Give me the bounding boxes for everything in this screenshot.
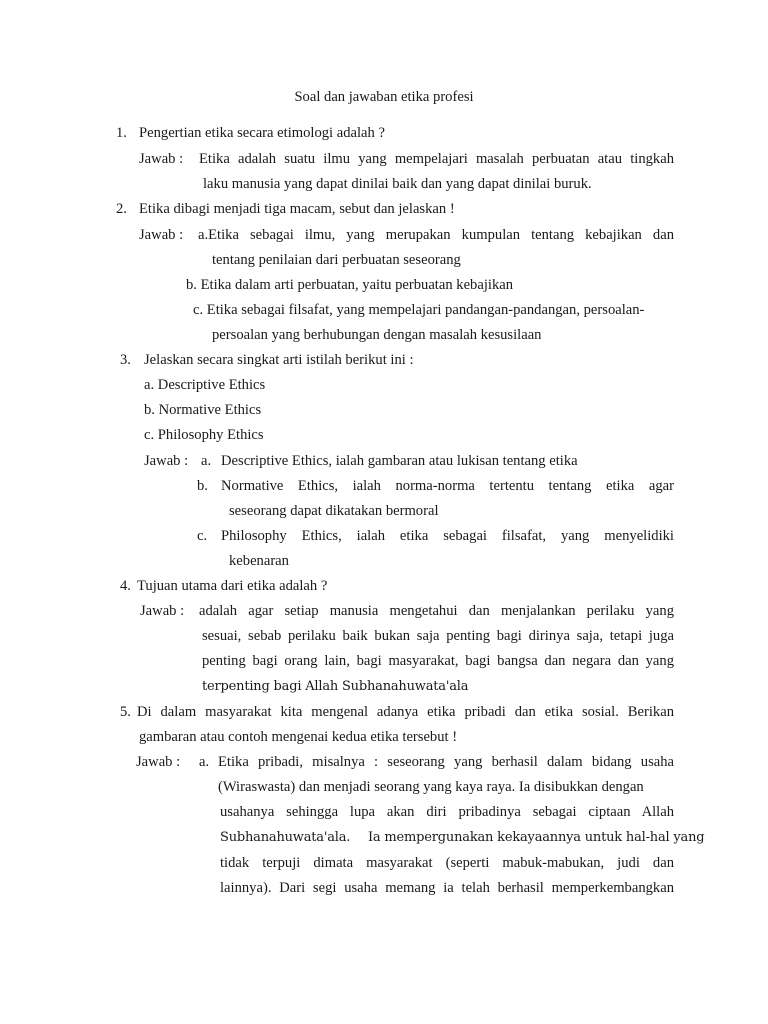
answer-label: Jawab : xyxy=(139,151,184,167)
answer-line: Descriptive Ethics, ialah gambaran atau lukisan tentang etika xyxy=(221,453,578,469)
question-number: 4. xyxy=(120,578,131,594)
answer-line: Etika adalah suatu ilmu yang mempelajari masalah perbuatan atau tingkah xyxy=(199,151,674,167)
answer-line: Etika pribadi, misalnya : seseorang yang berhasil dalam bidang usaha xyxy=(218,754,674,770)
answer-line: tidak terpuji dimata masyarakat (seperti mabuk-mabukan, judi dan xyxy=(220,855,674,871)
answer-label: Jawab : xyxy=(140,603,185,619)
answer-line: sesuai, sebab perilaku baik bukan saja penting bagi dirinya saja, tetapi juga xyxy=(202,628,674,644)
answer-line: seseorang dapat dikatakan bermoral xyxy=(229,503,439,519)
question-number: 2. xyxy=(116,201,127,217)
answer-marker: b. xyxy=(197,478,208,494)
answer-marker: a. xyxy=(199,754,210,770)
answer-line: Normative Ethics, ialah norma-norma tertentu tentang etika agar xyxy=(221,478,674,494)
answer-line: Philosophy Ethics, ialah etika sebagai filsafat, yang menyelidiki xyxy=(221,528,674,544)
answer-line: terpenting bagi Allah Subhanahuwata'ala xyxy=(202,679,469,694)
answer-line: laku manusia yang dapat dinilai baik dan yang dapat dinilai buruk. xyxy=(203,176,592,192)
question-number: 1. xyxy=(116,125,127,141)
answer-marker: a. xyxy=(201,453,212,469)
question-text: Etika dibagi menjadi tiga macam, sebut dan jelaskan ! xyxy=(139,201,455,217)
answer-line: usahanya sehingga lupa akan diri pribadinya sebagai ciptaan Allah xyxy=(220,804,674,820)
page-title: Soal dan jawaban etika profesi xyxy=(294,89,474,105)
question-number: 5. xyxy=(120,704,131,720)
question-text: Di dalam masyarakat kita mengenal adanya etika pribadi dan etika sosial. Berikan xyxy=(137,704,674,720)
answer-line: persoalan yang berhubungan dengan masalah kesusilaan xyxy=(212,327,542,343)
question-text: Jelaskan secara singkat arti istilah berikut ini : xyxy=(144,352,414,368)
answer-label: Jawab : xyxy=(136,754,181,770)
answer-line: lainnya). Dari segi usaha memang ia telah berhasil memperkembangkan xyxy=(220,880,674,896)
answer-label: Jawab : xyxy=(139,227,184,243)
answer-label: Jawab : xyxy=(144,453,189,469)
term-item: b. Normative Ethics xyxy=(144,402,262,418)
answer-line: adalah agar setiap manusia mengetahui dan menjalankan perilaku yang xyxy=(199,603,674,619)
answer-line: Ia mempergunakan kekayaannya untuk hal-hal yang xyxy=(368,830,705,845)
answer-line: tentang penilaian dari perbuatan seseorang xyxy=(212,252,461,268)
answer-line: penting bagi orang lain, bagi masyarakat, bagi bangsa dan negara dan yang xyxy=(202,653,674,669)
question-text: gambaran atau contoh mengenai kedua etika tersebut ! xyxy=(139,729,458,745)
answer-line: kebenaran xyxy=(229,553,289,569)
question-text: Tujuan utama dari etika adalah ? xyxy=(137,578,328,594)
answer-line: c. Etika sebagai filsafat, yang mempelajari pandangan-pandangan, persoalan- xyxy=(193,302,645,318)
question-text: Pengertian etika secara etimologi adalah ? xyxy=(139,125,385,141)
answer-line: a.Etika sebagai ilmu, yang merupakan kumpulan tentang kebajikan dan xyxy=(198,227,674,243)
answer-marker: c. xyxy=(197,528,208,544)
answer-line: b. Etika dalam arti perbuatan, yaitu perbuatan kebajikan xyxy=(186,277,514,293)
term-item: c. Philosophy Ethics xyxy=(144,427,264,443)
term-item: a. Descriptive Ethics xyxy=(144,377,266,393)
answer-line: Subhanahuwata'ala. xyxy=(220,830,351,845)
answer-line: (Wiraswasta) dan menjadi seorang yang kaya raya. Ia disibukkan dengan xyxy=(218,779,644,795)
question-number: 3. xyxy=(120,352,131,368)
